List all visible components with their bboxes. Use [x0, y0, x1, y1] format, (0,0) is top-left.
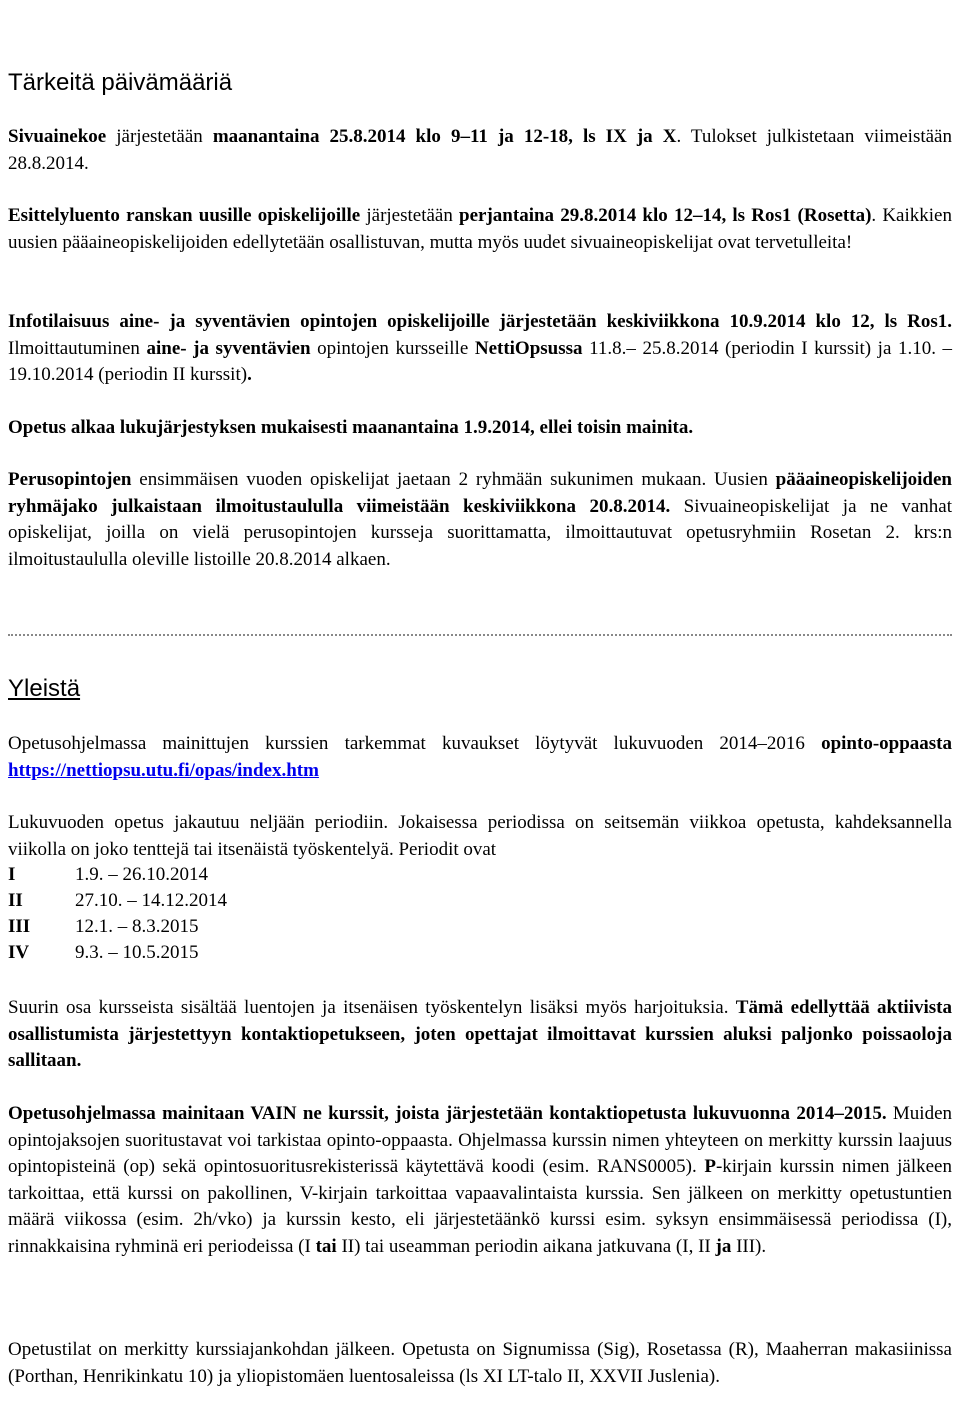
text-run: -kirjain kurssin nimen jälkeen tarkoittaa, että kurssi on pakollinen, V-kirjain tarkoittaa vapaavalintaista kurssia. Sen jälkeen on merkitty opetustuntien määrä viikossa (esim. 2h/vko) ja kurssin kesto, eli järjestetäänkö kurssi esim. syksyn ensimmäisessä periodissa (I), rinnakkaisina ryhminä eri periodeissa (I: [8, 1156, 952, 1257]
period-dates: 9.3. – 10.5.2015: [75, 942, 199, 963]
bold-text-run: Opetus alkaa lukujärjestyksen mukaisesti maanantaina 1.9.2014, ellei toisin mainita.: [8, 417, 694, 438]
period-roman: I: [8, 864, 16, 885]
paragraph-perusopinnot: [8, 467, 952, 573]
section-divider: [8, 634, 952, 636]
period-roman: IV: [8, 942, 30, 963]
opinto-opas-link[interactable]: https://nettiopsu.utu.fi/opas/index.htm: [8, 759, 319, 781]
section-title-important-dates: Tärkeitä päivämääriä: [8, 69, 233, 96]
section-title-general: Yleistä: [8, 675, 81, 702]
period-row: [8, 862, 208, 889]
paragraph-opetustilat: Opetustilat on merkitty kurssiajankohdan jälkeen. Opetusta on Signumissa (Sig), Rosetassa (R), Maaherran makasiinissa (Porthan, Henrikinkatu 10) ja yliopistomäen luentosaleissa (ls XI LT-talo II, XXVII Juslenia).: [8, 1339, 952, 1387]
bold-text-run: aine- ja syventävien: [146, 337, 311, 359]
text-run: II) tai useamman periodin aikana jatkuvana (I, II: [336, 1235, 716, 1257]
bold-text-run: perjantaina 29.8.2014 klo 12–14, ls Ros1 (Rosetta): [459, 205, 872, 226]
period-roman: II: [8, 890, 23, 911]
text-run: ensimmäisen vuoden opiskelijat jaetaan 2 ryhmään sukunimen mukaan. Uusien: [131, 469, 776, 490]
period-row: [8, 888, 227, 915]
text-run: 11.8.– 25.8.2014 (periodin I kurssit) ja 1.10. – 19.10.2014 (periodin II kurssit): [8, 337, 953, 385]
bold-text-run: ja: [715, 1235, 732, 1257]
period-dates: 27.10. – 14.12.2014: [75, 890, 227, 911]
bold-text-run: Perusopintojen: [8, 469, 132, 490]
opinto-opas-bold: opinto-oppaasta: [821, 733, 952, 754]
opinto-opas-text: Opetusohjelmassa mainittujen kurssien tarkemmat kuvaukset löytyvät lukuvuoden 2014–2016: [8, 733, 822, 754]
period-roman: III: [8, 916, 31, 937]
bold-text-run: Esittelyluento ranskan uusille opiskelijoille: [8, 205, 361, 226]
period-row: [8, 940, 199, 967]
text-run: Ilmoittautuminen: [8, 337, 147, 359]
text-run: Sivuaineopiskelijat ja ne vanhat opiskelijat, joilla on vielä perusopintojen kursseja suorittamatta, ilmoittautuvat opetusryhmiin Rosetan 2. krs:n ilmoitustaululla oleville listoille 20.8.2014 alkaen.: [8, 495, 952, 570]
bold-text-run: Infotilaisuus aine- ja syventävien opintojen opiskelijoille järjestetään keskiviikkona 10.9.2014 klo 12, ls Ros1.: [8, 311, 952, 332]
bold-text-run: tai: [315, 1235, 337, 1257]
paragraph-harjoitukset: [8, 995, 952, 1075]
text-run: Muiden opintojaksojen suoritustavat voi tarkistaa opinto-oppaasta. Ohjelmassa kurssin nimen yhteyteen on merkitty kurssin laajuus opintopisteinä (op) sekä opintosuoritusrekisterissä käytettävä koodi (esim. RANS0005).: [8, 1103, 953, 1177]
period-row: [8, 914, 199, 941]
paragraph-periodit: Lukuvuoden opetus jakautuu neljään periodiin. Jokaisessa periodissa on seitsemän viikkoa opetusta, kahdeksannella viikolla on joko tenttejä tai itsenäistä työskentelyä. Periodit ovat: [8, 812, 952, 860]
bold-text-run: maanantaina 25.8.2014 klo 9–11 ja 12-18, ls IX ja X: [212, 126, 677, 147]
period-dates: 1.9. – 26.10.2014: [75, 864, 208, 885]
text-run: järjestetään: [106, 126, 213, 147]
bold-text-run: Opetusohjelmassa mainitaan VAIN ne kurssit, joista järjestetään kontaktiopetusta lukuvuonna 2014–2015.: [8, 1103, 887, 1124]
text-run: opintojen kursseille: [310, 337, 475, 359]
paragraph-infotilaisuus: [8, 309, 952, 389]
text-run: . Kaikkien uusien pääaineopiskelijoiden edellytetään osallistuvan, mutta myös uudet sivuaineopiskelijat ovat tervetulleita!: [8, 205, 952, 253]
bold-text-run: pääaineopiskelijoiden ryhmäjako julkaistaan ilmoitustaululla viimeistään keskiviikkona 20.8.2014.: [8, 469, 952, 517]
bold-text-run: .: [247, 364, 252, 385]
paragraph-esittelyluento: [8, 203, 952, 256]
bold-text-run: Sivuainekoe: [8, 126, 107, 147]
text-run: järjestetään: [360, 205, 460, 226]
paragraph-kontaktiopetus: [8, 1101, 952, 1260]
paragraph-sivuainekoe: [8, 124, 952, 177]
period-dates: 12.1. – 8.3.2015: [75, 916, 199, 937]
bold-text-run: P: [704, 1156, 716, 1177]
text-run: III).: [731, 1235, 767, 1257]
bold-text-run: NettiOpsussa: [474, 337, 583, 359]
text-run: Suurin osa kursseista sisältää luentojen ja itsenäisen työskentelyn lisäksi myös harjoituksia.: [8, 997, 736, 1018]
bold-text-run: Tämä edellyttää aktiivista osallistumista järjestettyyn kontaktiopetukseen, joten opettajat ilmoittavat kurssien aluksi paljonko poissaoloja sallitaan.: [8, 997, 952, 1071]
text-run: . Tulokset julkistetaan viimeistään 28.8.2014.: [8, 126, 952, 174]
paragraph-opinto-opas: [8, 731, 952, 784]
paragraph-opetus-alkaa: [8, 415, 952, 442]
